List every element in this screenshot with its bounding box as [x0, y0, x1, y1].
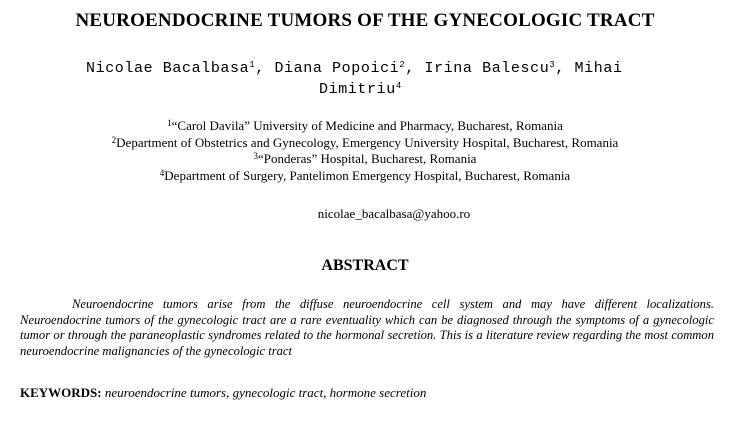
affiliation-text: “Ponderas” Hospital, Bucharest, Romania [258, 151, 477, 166]
author-affiliation-mark: 3 [549, 60, 556, 70]
affiliation [0, 168, 730, 185]
author-separator: , [255, 60, 275, 77]
author-name: Mihai [574, 60, 623, 77]
affiliation [0, 151, 730, 168]
author-name: Nicolae Bacalbasa [86, 60, 250, 77]
abstract-text: Neuroendocrine tumors arise from the diffuse neuroendocrine cell system and may have different localizations. Neuroendocrine tumors of the gynecologic tract are a rare eventuality which can be diagnosed through the symptoms of a gynecologic tumor or through the paraneoplastic syndromes related to the hormonal secretion. This is a literature review regarding the most common neuroendocrine malignancies of the gynecologic tract [20, 297, 714, 358]
affiliation-mark: 3 [253, 151, 259, 161]
author-affiliation-mark: 2 [399, 60, 406, 70]
affiliation-mark: 4 [159, 167, 165, 178]
abstract-heading: ABSTRACT [321, 257, 409, 274]
author-line-2 [86, 79, 716, 100]
affiliation-list [0, 118, 730, 184]
affiliation-mark: 1 [167, 118, 172, 128]
contact-email: nicolae_bacalbasa@yahoo.ro [317, 206, 471, 221]
affiliation-mark: 2 [111, 134, 117, 145]
author-separator: , [555, 60, 575, 77]
keywords-value: neuroendocrine tumors, gynecologic tract, hormone secretion [101, 385, 427, 400]
affiliation [0, 135, 730, 152]
author-list [86, 58, 716, 100]
affiliation-text: “Carol Davila” University of Medicine and Pharmacy, Bucharest, Romania [171, 118, 563, 133]
author-name: Diana Popoici [274, 60, 400, 77]
keywords-line [20, 385, 714, 401]
author-affiliation-mark: 1 [249, 60, 256, 70]
author-separator: , [405, 60, 425, 77]
affiliation [0, 118, 730, 135]
author-name: Dimitriu [319, 81, 396, 98]
affiliation-text: Department of Obstetrics and Gynecology, Emergency University Hospital, Bucharest, Romania [116, 134, 619, 150]
author-name: Irina Balescu [424, 60, 550, 77]
author-affiliation-mark: 4 [395, 81, 402, 91]
affiliation-text: Department of Surgery, Pantelimon Emergency Hospital, Bucharest, Romania [164, 167, 571, 183]
paper-title: NEUROENDOCRINE TUMORS OF THE GYNECOLOGIC TRACT [75, 10, 655, 31]
keywords-label: KEYWORDS: [20, 385, 102, 400]
